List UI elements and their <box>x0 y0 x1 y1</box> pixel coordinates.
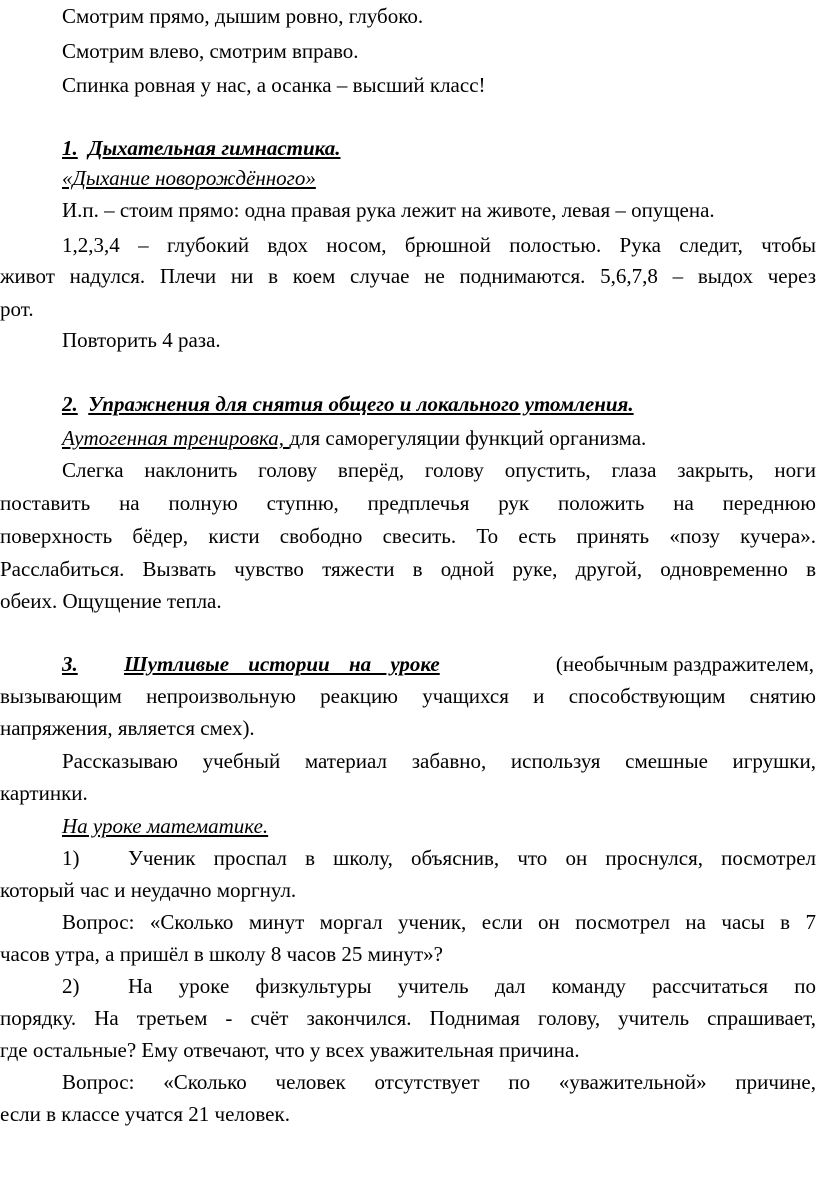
item-2-line-2: порядку. На третьем - счёт закончился. Поднимая голову, учитель спрашивает, <box>0 1006 816 1030</box>
item-1-line-2: который час и неудачно моргнул. <box>0 878 297 902</box>
section-2-heading <box>62 390 816 418</box>
section-2-paragraph-line-1: Слегка наклонить голову вперёд, голову опустить, глаза закрыть, ноги <box>62 458 816 482</box>
section-1-subtitle-text: «Дыхание новорождённого» <box>62 166 316 190</box>
section-2-paragraph-line-2: поставить на полную ступню, предплечья рук положить на переднюю <box>0 491 816 515</box>
section-3-title: Шутливые истории на уроке <box>124 652 440 676</box>
item-2-number: 2) <box>62 974 80 998</box>
intro-line-3: Спинка ровная у нас, а осанка – высший класс! <box>62 73 486 97</box>
section-3-heading-rest: (необычным раздражителем, <box>555 652 814 676</box>
section-2-subtitle-rest: для саморегуляции функций организма. <box>289 426 647 450</box>
section-2-subtitle <box>62 424 816 452</box>
question-2-line-2: если в классе учатся 21 человек. <box>0 1102 290 1126</box>
item-2-line-3: где остальные? Ему отвечают, что у всех уважительная причина. <box>0 1038 580 1062</box>
item-2-line-1: На уроке физкультуры учитель дал команду рассчитаться по <box>128 974 816 998</box>
section-1-paragraph-2-line-3: рот. <box>0 297 34 321</box>
question-1-line-2: часов утра, а пришёл в школу 8 часов 25 минут»? <box>0 942 443 966</box>
math-lesson-heading-text: На уроке математике. <box>62 814 269 838</box>
section-2-title: Упражнения для снятия общего и локального утомления. <box>88 392 634 416</box>
section-2-paragraph-line-4: Расслабиться. Вызвать чувство тяжести в одной руке, другой, одновременно в <box>0 557 816 581</box>
section-1-paragraph-1: И.п. – стоим прямо: одна правая рука лежит на животе, левая – опущена. <box>62 198 715 222</box>
section-3-number: 3. <box>62 652 78 676</box>
section-1-heading <box>62 134 816 162</box>
section-2-number: 2. <box>62 392 78 416</box>
math-lesson-heading <box>62 812 816 840</box>
section-1-paragraph-2-line-2: живот надулся. Плечи ни в коем случае не поднимаются. 5,6,7,8 – выдох через <box>0 264 816 288</box>
item-1-number: 1) <box>62 846 80 870</box>
question-2-line-1: Вопрос: «Сколько человек отсутствует по «уважительной» причине, <box>62 1070 816 1094</box>
section-2-paragraph-line-3: поверхность бёдер, кисти свободно свесить. То есть принять «позу кучера». <box>0 524 816 548</box>
section-1-subtitle <box>62 164 816 192</box>
question-1-line-1: Вопрос: «Сколько минут моргал ученик, если он посмотрел на часы в 7 <box>62 910 816 934</box>
section-3-paragraph-line-2: картинки. <box>0 781 88 805</box>
section-2-paragraph-line-5: обеих. Ощущение тепла. <box>0 589 222 613</box>
section-1-paragraph-3: Повторить 4 раза. <box>62 328 221 352</box>
section-1-paragraph-2-line-1: 1,2,3,4 – глубокий вдох носом, брюшной полостью. Рука следит, чтобы <box>62 233 816 257</box>
intro-line-2: Смотрим влево, смотрим вправо. <box>62 39 359 63</box>
intro-line-1: Смотрим прямо, дышим ровно, глубоко. <box>62 4 424 28</box>
section-3-heading-rest-line-3: напряжения, является смех). <box>0 716 255 740</box>
section-3-paragraph-line-1: Рассказываю учебный материал забавно, используя смешные игрушки, <box>62 749 816 773</box>
section-1-number: 1. <box>62 136 78 160</box>
item-1-line-1: Ученик проспал в школу, объяснив, что он проснулся, посмотрел <box>128 846 816 870</box>
section-2-subtitle-italic: Аутогенная тренировка, <box>62 426 290 450</box>
section-1-title: Дыхательная гимнастика. <box>88 136 341 160</box>
section-3-heading-rest-line-2: вызывающим непроизвольную реакцию учащихся и способствующим снятию <box>0 684 816 708</box>
